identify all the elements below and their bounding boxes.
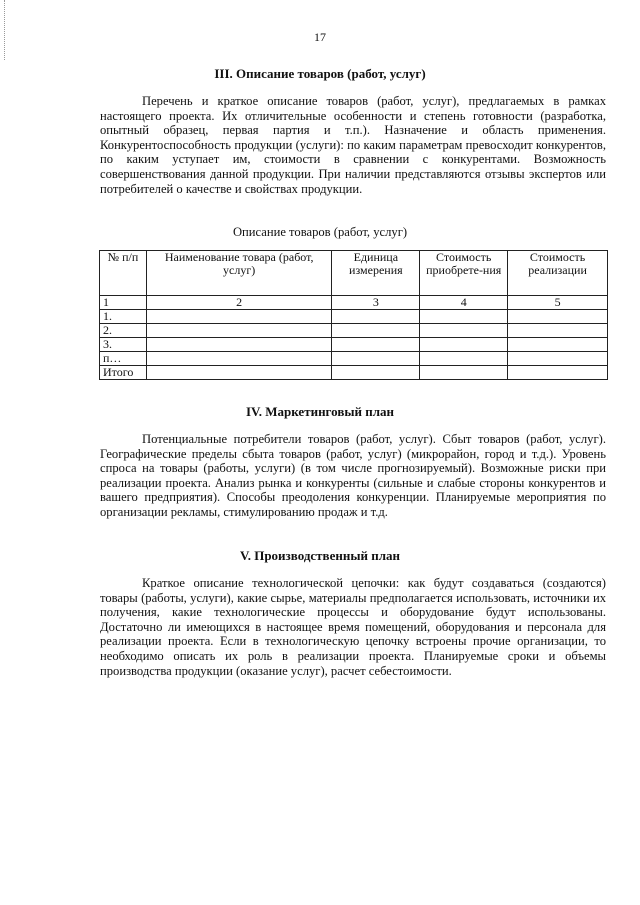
table-cell: 1 (100, 296, 147, 310)
table-cell (420, 366, 508, 380)
table-row (100, 324, 608, 338)
table-cell (332, 310, 420, 324)
table-cell (146, 338, 331, 352)
table-cell (508, 352, 608, 366)
table-cell (146, 310, 331, 324)
table-cell (332, 366, 420, 380)
table-cell (146, 324, 331, 338)
table-cell (420, 324, 508, 338)
table-row (100, 310, 608, 324)
table-total-row (100, 366, 608, 380)
section-3-title: III. Описание товаров (работ, услуг) (214, 66, 426, 81)
header-sale-cost: Стоимость реализации (508, 251, 608, 296)
goods-table (99, 250, 608, 380)
table-cell (508, 338, 608, 352)
table-cell (420, 338, 508, 352)
table-cell (508, 324, 608, 338)
table-cell (146, 352, 331, 366)
table-cell: Итого (100, 366, 147, 380)
table-cell (508, 310, 608, 324)
table-cell: 1. (100, 310, 147, 324)
header-purchase-cost: Стоимость приобрете-ния (420, 251, 508, 296)
section-4-title: IV. Маркетинговый план (245, 404, 394, 419)
table-row (100, 352, 608, 366)
section-3-text: Перечень и краткое описание товаров (работ, услуг), предлагаемых в рамках настоящего проекта. Их отличительные особенности и степень готовности (разработка, опытный образец, первая партия и т.п.). Назначение и область применения. Конкурентоспособность продукции (услуги): по каким параметрам превосходит конкурентов, по каким уступает им, стоимости в сравнении с конкурентами. Возможность совершенствования данной продукции. При наличии представляются отзывы экспертов или потребителей о качестве и свойствах продукции. (100, 94, 606, 196)
section-5-text: Краткое описание технологической цепочки: как будут создаваться (создаются) товары (работы, услуги), какие сырье, материалы предполагается использовать, источники их получения, какие технологические процессы и оборудование будут использованы. Достаточно ли имеющихся в настоящее время помещений, оборудования и персонала для реализации проекта. Если в технологическую цепочку встроены прочие организации, то необходимо описать их роль в реализации проекта. Планируемые сроки и объемы производства продукции (оказание услуг), расчет себестоимости. (100, 576, 606, 678)
header-name: Наименование товара (работ, услуг) (146, 251, 331, 296)
page-number: 17 (314, 30, 326, 44)
table-cell: 2. (100, 324, 147, 338)
table-cell: 2 (146, 296, 331, 310)
table-cell (420, 352, 508, 366)
table-caption: Описание товаров (работ, услуг) (232, 225, 408, 239)
section-4-text: Потенциальные потребители товаров (работ, услуг). Сбыт товаров (работ, услуг). Географические пределы сбыта товаров (работ, услуг) (микрорайон, город и т.д.). Уровень спроса на товары (работы, услуги) (в том числе прогнозируемый). Возможные риски при реализации проекта. Анализ рынка и конкуренты (сильные и слабые стороны конкурентов и вашего предприятия). Способы преодоления конкуренции. Планируемые мероприятия по организации рекламы, стимулированию продаж и т.д. (100, 432, 606, 519)
header-unit: Единица измерения (332, 251, 420, 296)
table-cell (332, 338, 420, 352)
table-header-row (100, 251, 608, 296)
table-cell: 5 (508, 296, 608, 310)
table-cell: 4 (420, 296, 508, 310)
table-cell: 3. (100, 338, 147, 352)
table-cell: п… (100, 352, 147, 366)
section-5-title: V. Производственный план (240, 548, 400, 563)
table-cell (332, 352, 420, 366)
header-number: № п/п (100, 251, 147, 296)
table-cell (332, 324, 420, 338)
table-cell (146, 366, 331, 380)
table-cell: 3 (332, 296, 420, 310)
column-number-row (100, 296, 608, 310)
table-cell (420, 310, 508, 324)
table-cell (508, 366, 608, 380)
table-row (100, 338, 608, 352)
